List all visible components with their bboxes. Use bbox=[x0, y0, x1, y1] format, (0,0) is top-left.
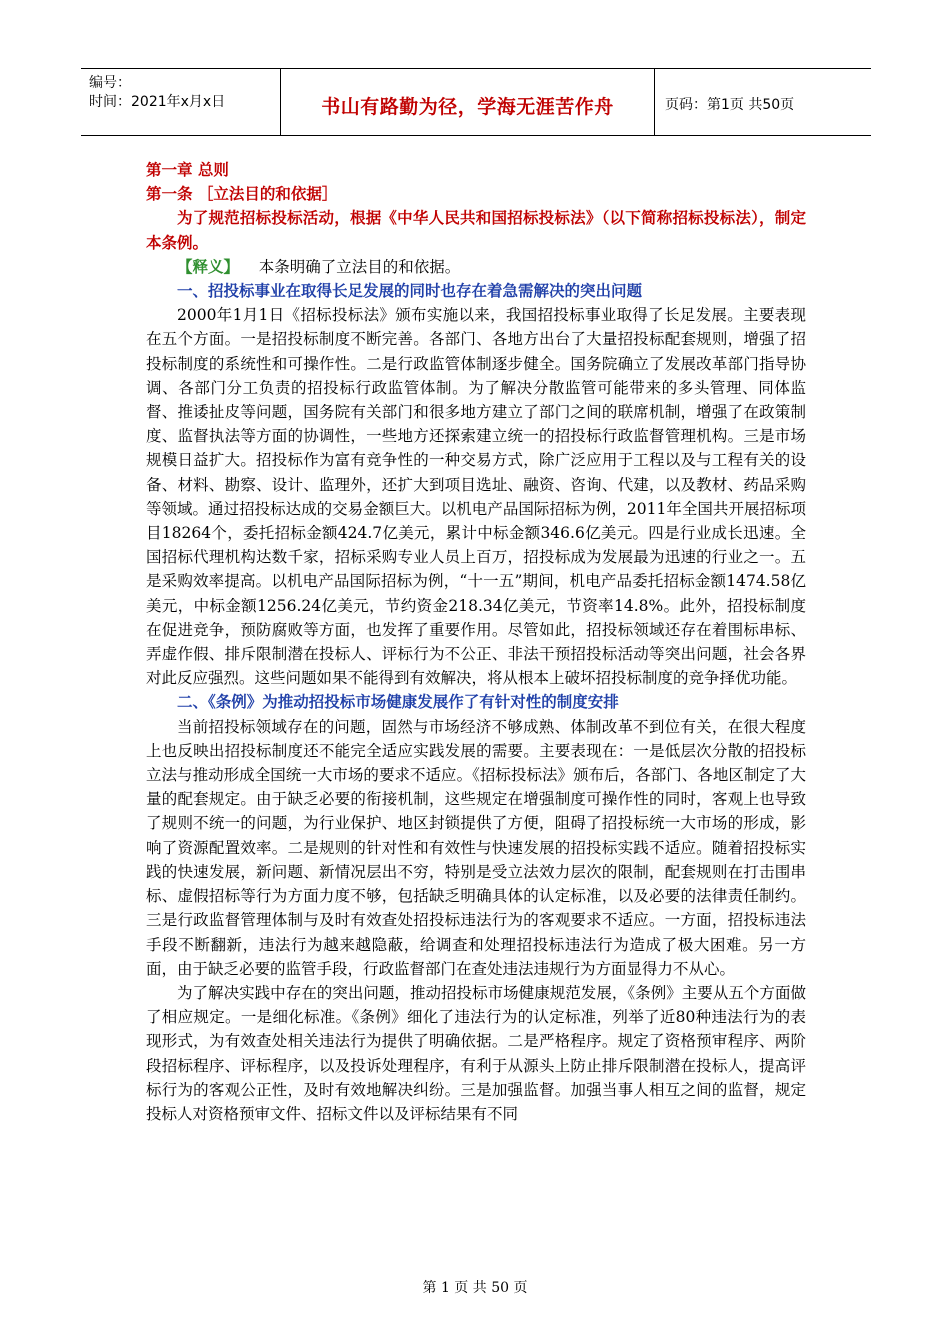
chapter-title: 第一章 总则 bbox=[146, 161, 229, 179]
section1-paragraph: 2000年1月1日《招标投标法》颁布实施以来，我国招投标事业取得了长足发展。主要表现在五个方面。一是招投标制度不断完善。各部门、各地方出台了大量招投标配套规则，增强了招投标制度的系统性和可操作性。二是行政监管体制逐步健全。国务院确立了发展改革部门指导协调、各部门分工负责的招投标行政监管体制。为了解决分散监管可能带来的多头管理、同体监督、推诿扯皮等问题，国务院有关部门和很多地方建立了部门之间的联席机制，增强了在政策制度、监督执法等方面的协调性，一些地方还探索建立统一的招投标行政监督管理机构。三是市场规模日益扩大。招投标作为富有竞争性的一种交易方式，除广泛应用于工程以及与工程有关的设备、材料、勘察、设计、监理外，还扩大到项目选址、融资、咨询、代建，以及教材、药品采购等领域。通过招投标达成的交易金额巨大。以机电产品国际招标为例，2011年全国共开展招标项目18264个，委托招标金额424.7亿美元，累计中标金额346.6亿美元。四是行业成长迅速。全国招标代理机构达数千家，招标采购专业人员上百万，招投标成为发展最为迅速的行业之一。五是采购效率提高。以机电产品国际招标为例，“十一五”期间，机电产品委托招标金额1474.58亿美元，中标金额1256.24亿美元，节约资金218.34亿美元，节资率14.8%。此外，招投标制度在促进竞争，预防腐败等方面，也发挥了重要作用。尽管如此，招投标领域还存在着围标串标、弄虚作假、排斥限制潜在投标人、评标行为不公正、非法干预招投标活动等突出问题，社会各界对此反应强烈。这些问题如果不能得到有效解决，将从根本上破坏招投标制度的竞争择优功能。 bbox=[146, 306, 806, 688]
section-heading-2: 二、《条例》为推动招投标市场健康发展作了有针对性的制度安排 bbox=[177, 693, 619, 712]
header-page-cell bbox=[655, 69, 871, 135]
document-body bbox=[146, 158, 806, 1126]
article-title: 第一条 ［立法目的和依据］ bbox=[146, 185, 338, 204]
explanation-text: 本条明确了立法目的和依据。 bbox=[258, 257, 461, 276]
explanation-paragraph bbox=[146, 255, 806, 279]
document-number-label: 编号： bbox=[89, 75, 131, 91]
section2-paragraph-1: 当前招投标领域存在的问题，固然与市场经济不够成熟、体制改革不到位有关，在很大程度上也反映出招投标制度还不能完全适应实践发展的需要。主要表现在：一是低层次分散的招投标立法与推动形成全国统一大市场的要求不适应。《招标投标法》颁布后，各部门、各地区制定了大量的配套规定。由于缺乏必要的衔接机制，这些规定在增强制度可操作性的同时，客观上也导致了规则不统一的问题，为行业保护、地区封锁提供了方便，阻碍了招投标统一大市场的形成，影响了资源配置效率。二是规则的针对性和有效性与快速发展的招投标实践不适应。随着招投标实践的快速发展，新问题、新情况层出不穷，特别是受立法效力层次的限制，配套规则在打击围串标、虚假招标等行为方面力度不够，包括缺乏明确具体的认定标准，以及必要的法律责任制约。三是行政监督管理体制与及时有效查处招投标违法行为的客观要求不适应。一方面，招投标违法手段不断翻新，违法行为越来越隐蔽，给调查和处理招投标违法行为造成了极大困难。另一方面，由于缺乏必要的监管手段，行政监督部门在查处违法违规行为方面显得力不从心。 bbox=[146, 717, 806, 978]
section2-paragraph-2: 为了解决实践中存在的突出问题，推动招投标市场健康规范发展，《条例》主要从五个方面做了相应规定。一是细化标准。《条例》细化了违法行为的认定标准，列举了近80种违法行为的表现形式，为有效查处相关违法行为提供了明确依据。二是严格程序。规定了资格预审程序、两阶段招标程序、评标程序，以及投诉处理程序，有利于从源头上防止排斥限制潜在投标人，提高评标行为的客观公正性，及时有效地解决纠纷。三是加强监督。加强当事人相互之间的监督，规定投标人对资格预审文件、招标文件以及评标结果有不同 bbox=[146, 983, 806, 1123]
header-motto-cell bbox=[281, 69, 655, 135]
header-meta-cell bbox=[81, 69, 281, 135]
section-heading-1: 一、招投标事业在取得长足发展的同时也存在着急需解决的突出问题 bbox=[177, 282, 643, 301]
article-text: 为了规范招标投标活动，根据《中华人民共和国招标投标法》（以下简称招标投标法），制定本条例。 bbox=[146, 209, 806, 252]
header-page-info: 页码：第1页 共50页 bbox=[665, 97, 795, 113]
header-motto: 书山有路勤为径，学海无涯苦作舟 bbox=[321, 96, 614, 118]
explanation-label: 【释义】 bbox=[177, 257, 240, 276]
document-header bbox=[81, 68, 871, 136]
page-footer: 第 1 页 共 50 页 bbox=[422, 1280, 528, 1296]
document-date-label: 时间：2021年x月x日 bbox=[89, 94, 226, 110]
